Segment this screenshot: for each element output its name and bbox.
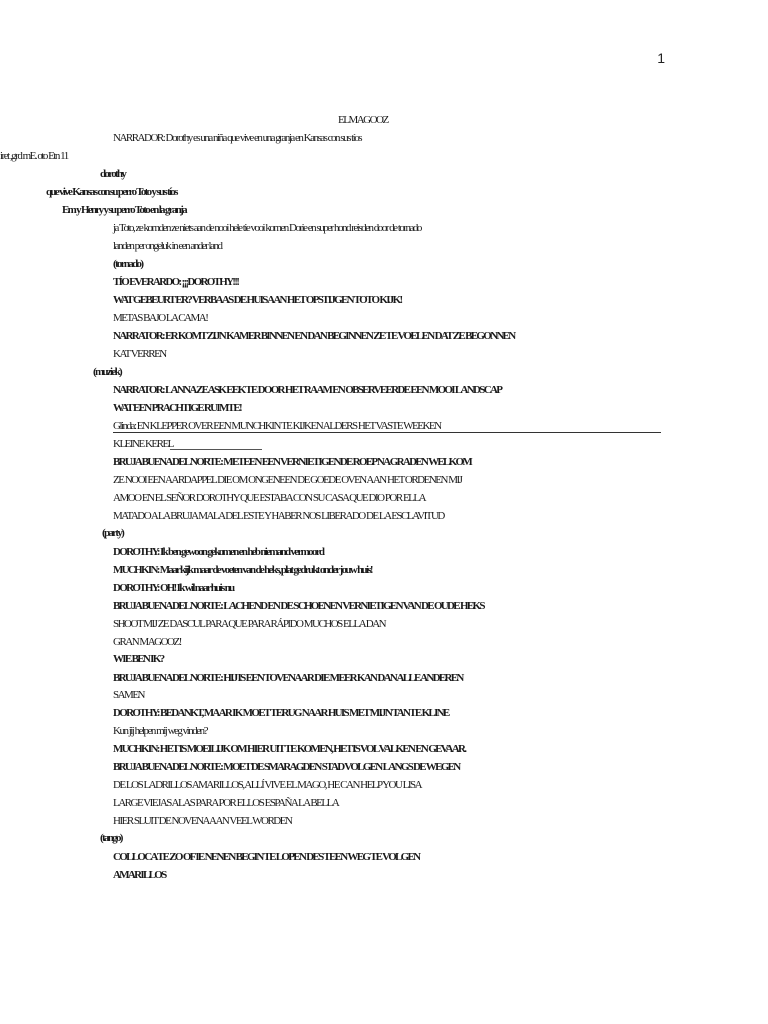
script-line: iret ,grd mE. oto Etn 11: [0, 150, 68, 162]
script-line: BRUJA BUENA DEL NORTE: LACHEND EN DE SCHOENEN VERNIETIGEN VAN DE OUDE HEKS: [113, 600, 484, 612]
script-line: Kun jij helpen mij weg vinden?: [113, 725, 207, 737]
script-line: NARRATOR: LANNA ZE ASK EEK TE DOOR HET RAAM EN OBSERVEERDE EEN MOOI LANDSCAP: [113, 384, 502, 396]
script-line: (tango): [100, 832, 122, 844]
script-line: Glinda: EN KLEPPER OVER EEN MUNCHKIN TE KIJKEN ALDERS HET VASTE WEEKEN: [113, 420, 441, 432]
script-line: (tornado): [113, 258, 143, 270]
script-line: HIER SLUIT DE NOVENA AAN VEEL WORDEN: [113, 815, 292, 827]
script-line: MATADO A LA BRUJA MALA DEL ESTE Y HABER NOS LIBERADO DE LA ESCLAVITUD: [113, 510, 444, 522]
script-line: TÍO EVERARDO: ¡¡¡DOROTHY!!!: [113, 276, 239, 288]
script-line: que vive Kansas con su perro Toto y sus tíos: [46, 186, 177, 198]
script-line: AMARILLOS: [113, 869, 166, 881]
script-line: Em y Henry y su perro Toto en la granja: [62, 204, 186, 216]
script-line: BRUJA BUENA DEL NORTE: HIJ IS EEN TOVENAAR DIE MEER KAN DAN ALLE ANDEREN: [113, 672, 463, 684]
script-line: COLLOCA TE ZO OF IE NENEN BEGIN TE LOPEN DES TEEN WEG TE VOLGEN: [113, 851, 420, 863]
script-line: DOROTHY: Ik ben gewoon gekomen en heb niemand vermoord: [113, 546, 324, 558]
script-line: ZE NOOI EEN AARDAPPEL DIE OM ONGENEEN DE GOEDE OVEN AAN HET ORDENEN MIJ: [113, 474, 462, 486]
script-line: GRAN MAGOOZ!: [113, 636, 181, 648]
script-line: METAS BAJO LA CAMA!: [113, 312, 208, 324]
script-line: WIE BEN IK?: [113, 653, 164, 665]
script-line: BRUJA BUENA DEL NORTE: MOET DE SMARAGDEN STAD VOLGEN LANGS DE WEGEN: [113, 761, 460, 773]
script-line: ja Toto, ze komden ze niets aan de nooi hele tie vooi komen Dorie en super hond reisden door de tornado: [113, 222, 421, 234]
script-line: landen per ongeluk in een ander land: [113, 240, 222, 252]
script-line: DOROTHY: BEDANKT, MAAR IK MOET TERUG NAAR HUIS MET MIJN TANTE KLINE: [113, 707, 449, 719]
script-line: ELMAGOOZ: [338, 114, 388, 126]
page-number: 1: [657, 50, 665, 66]
script-line: LARGE VIEJAS ALAS PARA POR ELLOS ESPAÑA LA BELLA: [113, 797, 339, 809]
script-line: (party): [102, 527, 124, 539]
script-line: KAT VERREN: [113, 348, 166, 360]
script-line: WAT EEN PRACHTIGE RUIMTE!: [113, 402, 241, 414]
script-line: MUCHKIN: Maar kijk maar de voeten van de heks, plat gedrukt onder jouw huis!: [113, 564, 372, 576]
script-line: DOROTHY: OH! Ik wil naar huis nu: [113, 582, 234, 594]
script-line: MUCHKIN: HET IS MOEILIJK OM HIER UIT TE KOMEN, HET IS VOL VALKEN EN GEVAAR.: [113, 743, 466, 755]
underline-rule: [170, 449, 262, 450]
script-line: WAT GEBEURT ER? VERBAAS DE HUIS AAN HET OPSTIJGEN TOTO KIJK!: [113, 294, 402, 306]
script-line: BRUJA BUENA DEL NORTE: METEEN EEN VERNIETIGENDE ROEP NA GRADEN WELKOM: [113, 456, 472, 468]
script-line: NARRATOR: ER KOMT ZIJN KAMER BINNEN EN DAN BEGINNEN ZE TE VOELEN DAT ZE BEGONNEN: [113, 330, 515, 342]
script-line: KLEINE KEREL: [113, 438, 173, 450]
script-line: SAMEN: [113, 689, 145, 701]
script-line: NARRADOR: Dorothy es una niña que vive en una granja en Kansas con sus tíos: [113, 132, 361, 144]
script-line: AMOO EN EL SEÑOR DOROTHY QUE ESTABA CON SU CASA QUE DIO POR ELLA: [113, 492, 426, 504]
script-line: SHOOT MIJ ZE DASCUL PARA QUE PARA RÁPIDO MUCHOS ELLA DAN: [113, 618, 386, 630]
script-line: DE LOS LADRILLOS AMARILLOS, ALLÍ VIVE EL MAGO, HE CAN HELP YOU LISA: [113, 779, 422, 791]
script-line: dorothy: [100, 168, 126, 180]
script-line: (muziek): [93, 366, 121, 378]
